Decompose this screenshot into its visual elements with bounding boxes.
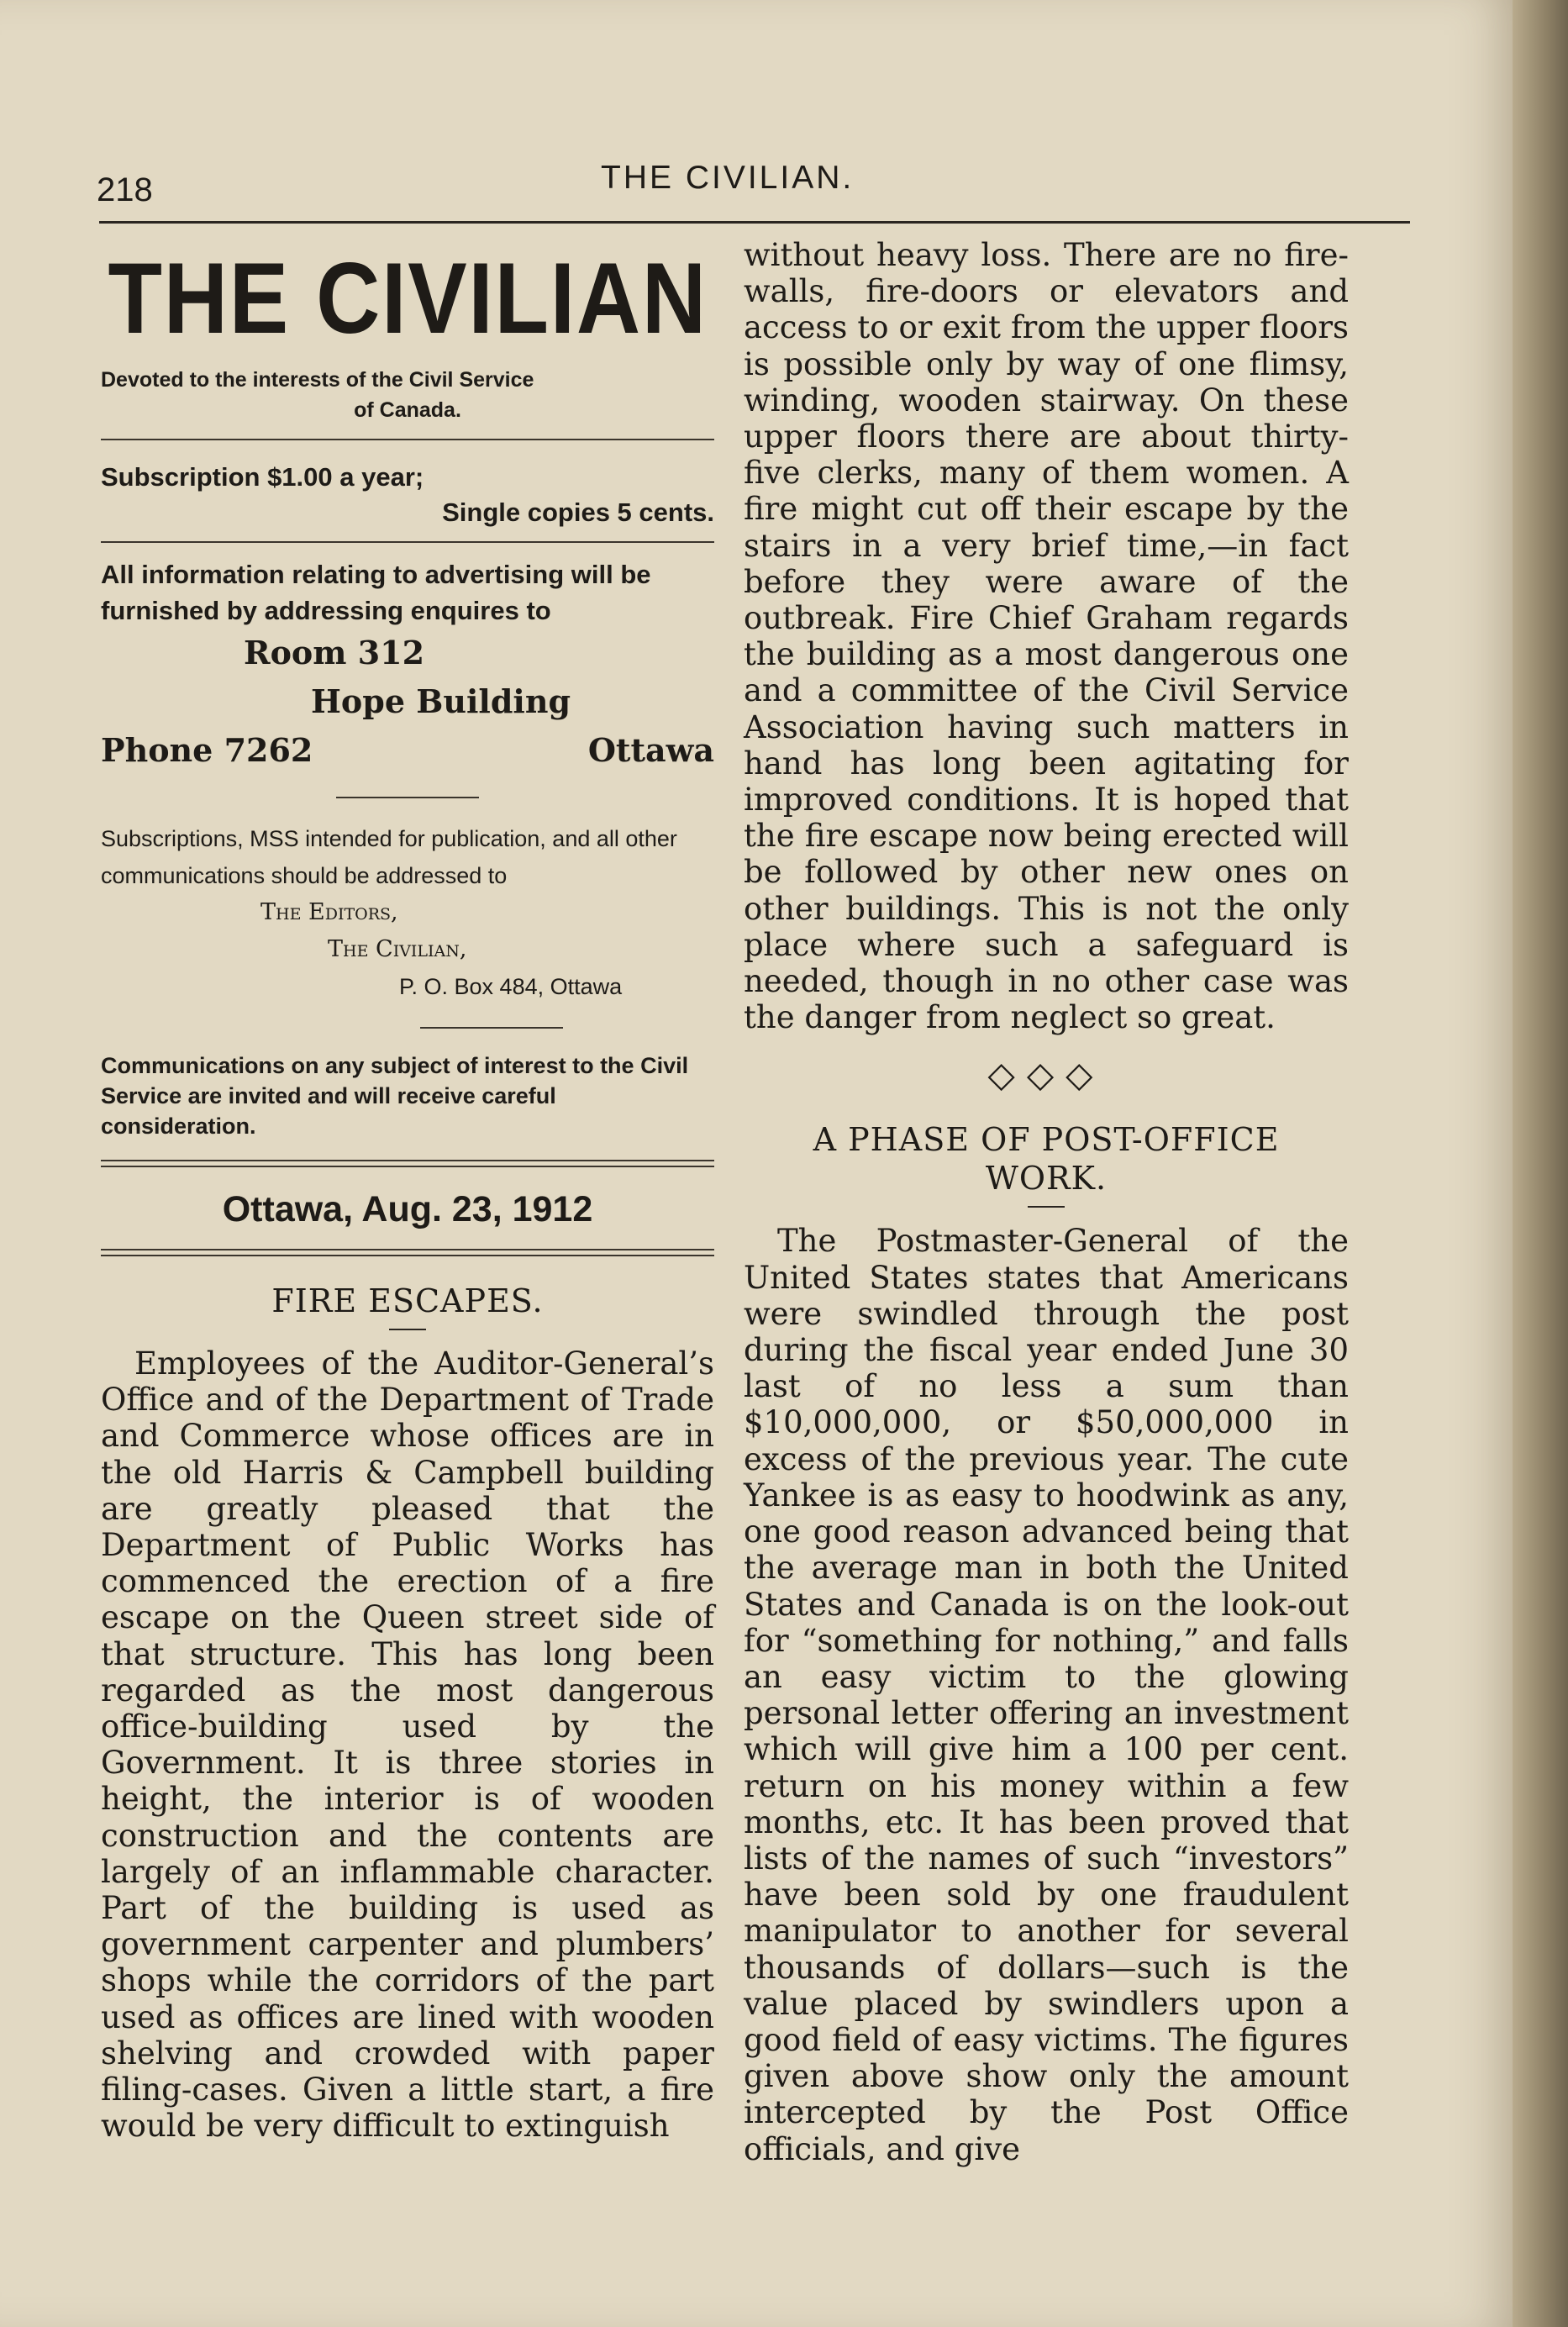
single-copy-price: Single copies 5 cents. bbox=[442, 498, 714, 527]
page-number: 218 bbox=[97, 171, 153, 208]
devoted-line-2: of Canada. bbox=[354, 398, 461, 422]
article-title-line-2: WORK. bbox=[985, 1160, 1108, 1198]
title-dash bbox=[389, 1329, 426, 1330]
article-title-fire-escapes: FIRE ESCAPES. bbox=[271, 1282, 544, 1319]
masthead-title: THE CIVILIAN bbox=[108, 242, 708, 355]
advertising-info: All information relating to advertising will be furnished by addressing enquires to bbox=[101, 560, 651, 625]
right-column bbox=[744, 237, 1349, 2167]
address-editors: The Editors, bbox=[260, 899, 398, 925]
divider bbox=[101, 541, 714, 543]
submissions-info: Subscriptions, MSS intended for publication, and all other communications should be addressed to bbox=[101, 826, 677, 888]
section-ornament: ◇◇◇ bbox=[987, 1054, 1105, 1096]
address-po-box: P. O. Box 484, Ottawa bbox=[399, 974, 623, 999]
article-body-post-office: The Postmaster-General of the United States states that Americans were swindled through the post during the fiscal year ended June 30 last of no less a sum than $10,000,000, or $50,000,000 in excess of the previous year. The cute Yankee is as easy to hoodwink as any, one good reason advanced being that the average man in both the United States and Canada is on the look-out for “something for nothing,” and falls an easy victim to the glowing personal letter offering an investment which will give him a 100 per cent. return on his money within a few months, etc. It has been proved that lists of the names of such “investors” have been sold by one fraudulent manipulator to another for several thousands of dollars—such is the value placed by swindlers upon a good field of easy victims. The figures given above show only the amount intercepted by the Post Office officials, and give bbox=[744, 1223, 1349, 2167]
divider bbox=[101, 439, 714, 440]
communications-notice: Communications on any subject of interest to the Civil Service are invited and will receive careful consideration. bbox=[101, 1053, 689, 1139]
address-civilian: The Civilian, bbox=[328, 936, 467, 962]
short-divider bbox=[336, 797, 479, 798]
running-title: THE CIVILIAN. bbox=[601, 160, 855, 196]
building-name: Hope Building bbox=[311, 682, 571, 720]
header-rule bbox=[99, 221, 1410, 224]
short-divider bbox=[420, 1027, 563, 1029]
running-head bbox=[97, 160, 1416, 210]
room-number: Room 312 bbox=[244, 634, 425, 671]
double-divider bbox=[101, 1249, 714, 1256]
double-divider bbox=[101, 1160, 714, 1167]
phone-number: Phone 7262 bbox=[101, 731, 313, 769]
left-column bbox=[101, 244, 714, 2144]
subscription-price: Subscription $1.00 a year; bbox=[101, 462, 424, 492]
page-edge bbox=[1513, 0, 1568, 2327]
devoted-line-1: Devoted to the interests of the Civil Service bbox=[101, 368, 534, 392]
phone-city-row bbox=[101, 726, 714, 775]
dateline: Ottawa, Aug. 23, 1912 bbox=[222, 1189, 593, 1229]
city-name: Ottawa bbox=[587, 731, 714, 769]
article-title-post-office bbox=[744, 1120, 1349, 1198]
devoted-line bbox=[101, 365, 714, 425]
article-body-fire-escapes-continued: without heavy loss. There are no fire-walls, fire-doors or elevators and access to or exit from the upper floors is possible only by way of one flimsy, winding, wooden stairway. On these upper floors there are about thirty-five clerks, many of them women. A fire might cut off their escape by the stairs in a very brief time,—in fact before they were aware of the outbreak. Fire Chief Graham regards the building as a most dangerous one and a committee of the Civil Service Association having such matters in hand has long been agitating for improved conditions. It is hoped that the fire escape now being erected will be followed by other new ones on other buildings. This is not the only place where such a safeguard is needed, though in no other case was the danger from neglect so great. bbox=[744, 237, 1349, 1036]
article-title-line-1: A PHASE OF POST-OFFICE bbox=[813, 1121, 1280, 1159]
title-dash bbox=[1028, 1206, 1065, 1208]
article-body-fire-escapes: Employees of the Auditor-General’s Office and of the Department of Trade and Commerce whose offices are in the old Harris & Campbell building are greatly pleased that the Department of Public Works has commenced the erection of a fire escape on the Queen street side of that structure. This has long been regarded as the most dangerous office-building used by the Government. It is three stories in height, the interior is of wooden construction and the contents are largely of an inflammable character. Part of the building is used as government carpenter and plumbers’ shops while the corridors of the part used as offices are lined with wooden shelving and crowded with paper filing-cases. Given a little start, a fire would be very difficult to extinguish bbox=[101, 1345, 714, 2145]
